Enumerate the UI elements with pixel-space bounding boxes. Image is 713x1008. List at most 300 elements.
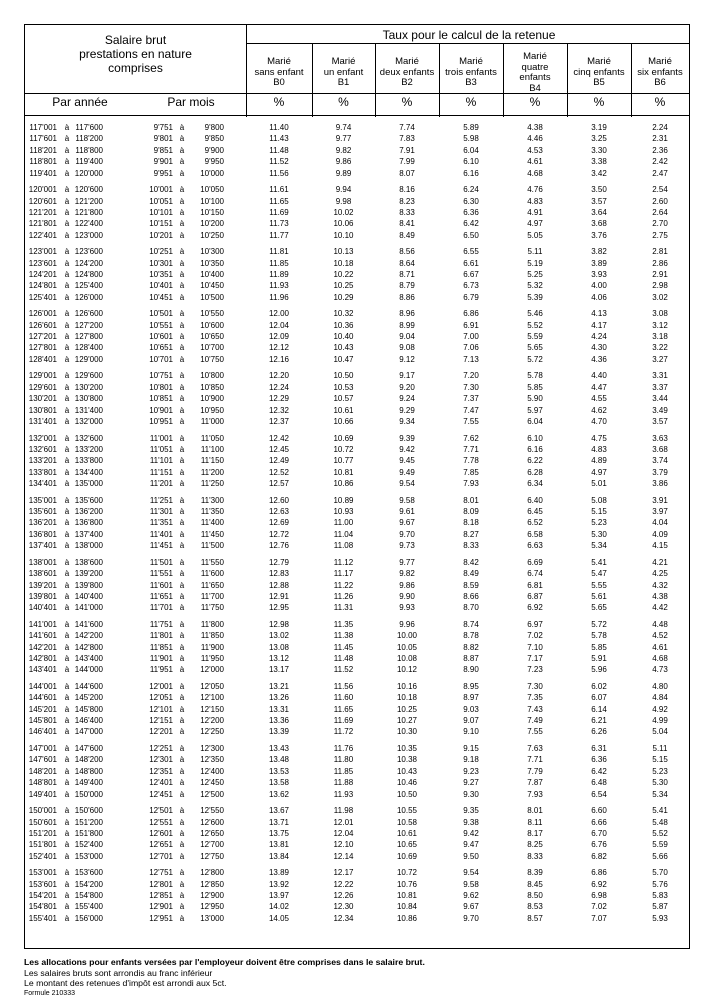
rate-b4: 6.04	[527, 416, 543, 426]
annual-to: 123'000	[74, 230, 103, 240]
rate-b3: 8.59	[463, 580, 479, 590]
monthly-to: 12'850	[200, 879, 224, 889]
range-separator: à	[179, 716, 185, 725]
rate-b5: 3.93	[591, 270, 607, 279]
column-header-line: B3	[465, 77, 477, 89]
monthly-from: 12'301	[149, 755, 173, 765]
monthly-to: 12'350	[200, 755, 224, 765]
rate-b3: 8.87	[463, 653, 479, 663]
range-separator: à	[179, 467, 185, 477]
rate-b5: 6.31	[591, 744, 607, 753]
range-separator: à	[64, 755, 70, 765]
rate-b5: 6.98	[591, 891, 607, 900]
tax-table-frame	[24, 24, 690, 949]
monthly-to: 11'200	[200, 467, 224, 477]
table-row	[25, 354, 689, 365]
monthly-to: 12'650	[200, 828, 224, 838]
monthly-from: 10'951	[149, 416, 173, 426]
rate-b0: 12.49	[268, 456, 290, 466]
monthly-from: 9'951	[153, 168, 173, 178]
monthly-from: 12'401	[149, 778, 173, 788]
rate-b5: 7.02	[591, 902, 607, 912]
rate-b5: 5.61	[591, 591, 607, 601]
rate-b2: 9.77	[399, 557, 415, 567]
table-row	[25, 766, 689, 777]
rate-b0: 13.53	[268, 766, 290, 776]
column-header-line: Marié	[267, 56, 291, 68]
monthly-from: 10'701	[149, 354, 173, 364]
rate-b1: 9.82	[335, 145, 352, 155]
rate-b2: 10.76	[396, 879, 418, 889]
rate-b2: 9.67	[399, 518, 415, 528]
annual-to: 141'600	[74, 619, 103, 629]
monthly-to: 9'850	[204, 134, 224, 144]
rate-b6: 3.12	[652, 320, 668, 330]
rate-b3: 9.10	[463, 727, 479, 737]
rate-b6: 5.52	[652, 828, 668, 838]
monthly-from: 12'201	[149, 727, 173, 737]
rate-b2: 10.65	[396, 840, 418, 850]
monthly-to: 11'750	[200, 603, 224, 613]
monthly-to: 11'850	[200, 631, 224, 641]
rate-b3: 7.55	[463, 416, 479, 426]
rate-b1: 9.98	[335, 196, 352, 206]
rate-b2: 10.50	[396, 789, 418, 799]
rate-b6: 5.41	[652, 806, 668, 816]
table-row	[25, 630, 689, 641]
rate-b3: 8.66	[463, 591, 479, 601]
monthly-to: 11'450	[200, 529, 224, 539]
annual-from: 145'201	[28, 704, 57, 714]
annual-to: 154'800	[74, 891, 103, 900]
rate-b6: 3.74	[652, 456, 668, 466]
range-separator: à	[64, 868, 70, 878]
rate-b3: 9.35	[463, 806, 479, 816]
rate-b5: 6.92	[591, 879, 607, 889]
monthly-to: 10'850	[200, 382, 224, 392]
monthly-from: 12'651	[149, 840, 173, 850]
range-separator: à	[179, 557, 185, 567]
column-header-line: B5	[593, 77, 605, 89]
rate-b6: 3.44	[652, 394, 668, 404]
table-row	[25, 653, 689, 664]
column-header-line: Marié	[648, 56, 672, 68]
rate-b6: 5.48	[652, 817, 668, 827]
rate-b4: 8.17	[527, 828, 543, 838]
rate-b5: 6.60	[591, 806, 607, 816]
rate-b3: 7.47	[463, 405, 479, 415]
salary-header	[25, 33, 246, 75]
range-separator: à	[179, 145, 185, 155]
column-header-line: sans enfant	[254, 66, 304, 78]
rate-b0: 13.02	[268, 631, 290, 641]
rate-b0: 13.43	[268, 744, 290, 753]
range-separator: à	[179, 642, 185, 652]
rate-b1: 12.10	[333, 840, 354, 850]
rate-b3: 6.42	[463, 219, 479, 229]
annual-to: 136'200	[74, 507, 103, 516]
rate-b1: 10.29	[333, 292, 354, 302]
rate-b5: 6.86	[591, 868, 607, 878]
range-separator: à	[179, 382, 185, 392]
rate-b2: 9.61	[399, 507, 415, 516]
range-separator: à	[179, 168, 185, 178]
footer-note-allowances: Les allocations pour enfants versées par l'employeur doivent être comprises dans le salaire brut.	[24, 957, 425, 967]
annual-from: 131'401	[28, 416, 57, 426]
rate-b5: 5.30	[591, 529, 607, 539]
rate-b1: 9.86	[335, 157, 352, 167]
rate-b3: 6.86	[463, 309, 479, 319]
rate-b1: 11.26	[333, 591, 354, 601]
rate-b5: 4.70	[591, 416, 607, 426]
monthly-to: 11'700	[200, 591, 224, 601]
rate-b3: 7.71	[463, 444, 479, 454]
table-row	[25, 455, 689, 466]
rate-b4: 6.28	[527, 467, 543, 477]
monthly-to: 12'450	[200, 778, 224, 788]
rate-b1: 11.22	[333, 580, 354, 590]
rate-b1: 12.04	[333, 828, 354, 838]
annual-to: 141'000	[74, 603, 103, 613]
annual-from: 123'601	[28, 258, 57, 268]
rate-b3: 9.23	[463, 766, 479, 776]
table-row	[25, 704, 689, 715]
range-separator: à	[64, 185, 70, 195]
annual-from: 124'201	[28, 270, 57, 279]
range-separator: à	[179, 766, 185, 776]
monthly-from: 10'851	[149, 394, 173, 404]
monthly-from: 12'151	[149, 716, 173, 725]
range-separator: à	[179, 507, 185, 516]
rate-b0: 12.24	[268, 382, 290, 392]
rate-b3: 6.73	[463, 281, 479, 291]
range-separator: à	[179, 817, 185, 827]
annual-to: 132'000	[74, 416, 103, 426]
monthly-from: 12'001	[149, 681, 173, 691]
table-row	[25, 851, 689, 862]
rate-b6: 2.86	[652, 258, 668, 268]
table-row	[25, 370, 689, 381]
monthly-from: 10'201	[149, 230, 173, 240]
rate-b2: 10.30	[396, 727, 418, 737]
rate-b1: 10.50	[333, 371, 354, 381]
rate-b2: 9.20	[399, 382, 415, 392]
monthly-from: 12'701	[149, 851, 173, 861]
table-row	[25, 207, 689, 218]
rate-b6: 4.25	[652, 569, 668, 579]
range-separator: à	[179, 580, 185, 590]
range-separator: à	[179, 270, 185, 279]
rate-b4: 4.68	[527, 168, 543, 178]
rate-b6: 3.18	[652, 332, 668, 342]
range-separator: à	[179, 681, 185, 691]
range-separator: à	[64, 541, 70, 551]
rate-b1: 10.36	[333, 320, 354, 330]
rate-b2: 8.41	[399, 219, 415, 229]
monthly-to: 12'500	[200, 789, 224, 799]
range-separator: à	[64, 270, 70, 279]
annual-from: 126'001	[28, 309, 57, 319]
rate-b1: 10.40	[333, 332, 354, 342]
rate-b1: 10.57	[333, 394, 354, 404]
rate-b2: 10.00	[396, 631, 418, 641]
monthly-to: 11'900	[200, 642, 224, 652]
rate-b3: 9.47	[463, 840, 479, 850]
annual-from: 132'601	[28, 444, 57, 454]
rate-b4: 8.39	[527, 868, 543, 878]
range-separator: à	[179, 134, 185, 144]
range-separator: à	[64, 196, 70, 206]
rate-b6: 4.73	[652, 665, 668, 675]
monthly-from: 10'551	[149, 320, 173, 330]
rate-b4: 8.50	[527, 891, 543, 900]
rate-b1: 11.65	[333, 704, 354, 714]
rate-b0: 13.31	[268, 704, 290, 714]
range-separator: à	[64, 394, 70, 404]
rate-b0: 13.12	[268, 653, 290, 663]
annual-from: 150'601	[28, 817, 57, 827]
header-divider	[25, 115, 689, 116]
rate-b6: 2.36	[652, 145, 668, 155]
rate-b4: 6.74	[527, 569, 543, 579]
rate-b6: 2.24	[652, 123, 668, 132]
monthly-to: 9'900	[204, 145, 224, 155]
table-row	[25, 619, 689, 630]
rate-b5: 4.75	[591, 433, 607, 443]
range-separator: à	[64, 766, 70, 776]
rate-b4: 7.63	[527, 744, 543, 753]
rate-b2: 9.12	[399, 354, 415, 364]
table-row	[25, 478, 689, 489]
rate-b6: 5.93	[652, 913, 668, 923]
annual-to: 145'200	[74, 693, 103, 703]
rate-b6: 5.30	[652, 778, 668, 788]
rate-b2: 9.58	[399, 495, 415, 505]
monthly-to: 12'600	[200, 817, 224, 827]
rate-b5: 6.21	[591, 716, 607, 725]
rate-b6: 4.99	[652, 716, 668, 725]
table-row	[25, 308, 689, 319]
annual-from: 127'801	[28, 343, 57, 353]
annual-to: 126'600	[74, 309, 103, 319]
annual-to: 151'200	[74, 817, 103, 827]
rate-b5: 3.30	[591, 145, 607, 155]
range-separator: à	[179, 196, 185, 206]
rate-b2: 9.90	[399, 591, 415, 601]
table-row	[25, 913, 689, 924]
table-row	[25, 642, 689, 653]
rate-b5: 3.57	[591, 196, 607, 206]
rate-b4: 5.19	[527, 258, 543, 268]
rate-b4: 7.79	[527, 766, 543, 776]
monthly-to: 9'800	[204, 123, 224, 132]
monthly-from: 9'751	[153, 123, 173, 132]
rate-b2: 9.73	[399, 541, 415, 551]
rate-b4: 4.91	[527, 207, 543, 217]
rate-b0: 12.52	[268, 467, 290, 477]
range-separator: à	[179, 185, 185, 195]
rate-b4: 8.45	[527, 879, 543, 889]
annual-from: 151'201	[28, 828, 57, 838]
rate-b2: 9.49	[399, 467, 415, 477]
monthly-from: 11'201	[149, 479, 173, 488]
range-separator: à	[64, 569, 70, 579]
rate-b0: 12.29	[268, 394, 290, 404]
rate-b4: 7.71	[527, 755, 543, 765]
annual-from: 130'201	[28, 394, 57, 404]
rate-b3: 9.54	[463, 868, 479, 878]
column-header-line: Marié	[587, 56, 611, 68]
annual-from: 138'601	[28, 569, 57, 579]
range-separator: à	[64, 716, 70, 725]
rate-b4: 5.97	[527, 405, 543, 415]
rate-b5: 6.48	[591, 778, 607, 788]
rate-b3: 6.79	[463, 292, 479, 302]
rate-b5: 3.76	[591, 230, 607, 240]
rate-b1: 10.77	[333, 456, 354, 466]
annual-to: 139'200	[74, 569, 103, 579]
annual-to: 124'200	[74, 258, 103, 268]
annual-to: 118'800	[75, 145, 103, 155]
column-header-b5	[567, 47, 631, 99]
range-separator: à	[64, 456, 70, 466]
monthly-to: 11'950	[200, 653, 224, 663]
rate-b5: 6.70	[591, 828, 607, 838]
rate-b5: 5.78	[591, 631, 607, 641]
rate-b3: 6.61	[463, 258, 479, 268]
rate-b2: 10.55	[396, 806, 418, 816]
table-row	[25, 715, 689, 726]
range-separator: à	[64, 219, 70, 229]
rate-b6: 5.70	[652, 868, 668, 878]
rate-b4: 6.63	[527, 541, 543, 551]
rate-b3: 6.16	[463, 168, 479, 178]
annual-to: 129'000	[74, 354, 103, 364]
rate-b0: 12.42	[268, 433, 290, 443]
annual-to: 134'400	[74, 467, 103, 477]
annual-from: 129'001	[28, 371, 57, 381]
rate-b1: 11.80	[333, 755, 354, 765]
range-separator: à	[64, 744, 70, 753]
table-row	[25, 156, 689, 167]
rate-b2: 8.79	[399, 281, 415, 291]
monthly-to: 10'950	[200, 405, 224, 415]
table-row	[25, 218, 689, 229]
rate-b4: 6.92	[527, 603, 543, 613]
rate-b6: 3.02	[652, 292, 668, 302]
monthly-to: 10'200	[200, 219, 224, 229]
range-separator: à	[179, 343, 185, 353]
rate-b6: 3.79	[652, 467, 668, 477]
rate-b6: 3.63	[652, 433, 668, 443]
rate-b2: 8.16	[399, 185, 415, 195]
monthly-to: 12'550	[200, 806, 224, 816]
rate-b5: 7.07	[591, 913, 607, 923]
rate-b1: 10.25	[333, 281, 354, 291]
annual-from: 155'401	[28, 913, 57, 923]
annual-from: 124'801	[28, 281, 57, 291]
monthly-from: 12'951	[149, 913, 173, 923]
table-row	[25, 416, 689, 427]
salary-header-line: prestations en nature	[79, 47, 192, 61]
rate-b6: 3.08	[652, 309, 668, 319]
rate-b5: 6.54	[591, 789, 607, 799]
percent-label: %	[654, 95, 666, 109]
annual-from: 126'601	[28, 320, 57, 330]
rate-b4: 4.83	[527, 196, 543, 206]
rate-b4: 8.57	[527, 913, 543, 923]
rate-b0: 13.75	[268, 828, 290, 838]
range-separator: à	[179, 789, 185, 799]
rate-b3: 8.90	[463, 665, 479, 675]
annual-from: 125'401	[28, 292, 57, 302]
monthly-to: 12'750	[200, 851, 224, 861]
annual-from: 154'801	[28, 902, 57, 912]
table-row	[25, 495, 689, 506]
range-separator: à	[64, 631, 70, 641]
annual-from: 133'201	[28, 456, 57, 466]
table-row	[25, 122, 689, 133]
table-row	[25, 726, 689, 737]
table-row	[25, 743, 689, 754]
rate-b0: 12.63	[268, 507, 290, 516]
rate-b2: 10.58	[396, 817, 418, 827]
table-row	[25, 292, 689, 303]
range-separator: à	[64, 281, 70, 291]
range-separator: à	[64, 343, 70, 353]
range-separator: à	[179, 230, 185, 240]
range-separator: à	[64, 913, 70, 923]
range-separator: à	[64, 902, 70, 912]
range-separator: à	[64, 580, 70, 590]
monthly-from: 9'851	[153, 145, 173, 155]
rate-b1: 9.89	[335, 168, 352, 178]
table-row	[25, 269, 689, 280]
rate-b4: 7.02	[527, 631, 543, 641]
annual-to: 130'800	[74, 394, 103, 404]
table-row	[25, 331, 689, 342]
rate-b2: 8.33	[399, 207, 415, 217]
rate-b4: 8.53	[527, 902, 543, 912]
range-separator: à	[64, 653, 70, 663]
rate-b5: 3.38	[591, 157, 607, 167]
range-separator: à	[179, 840, 185, 850]
annual-to: 121'800	[74, 207, 103, 217]
annual-from: 138'001	[28, 557, 57, 567]
range-separator: à	[179, 309, 185, 319]
rate-b2: 10.05	[396, 642, 418, 652]
column-header-line: quatre	[521, 61, 549, 73]
monthly-from: 10'651	[149, 343, 173, 353]
rate-b3: 8.42	[463, 557, 479, 567]
annual-to: 153'000	[74, 851, 103, 861]
rate-b4: 8.25	[527, 840, 543, 850]
rate-b4: 4.38	[527, 123, 543, 132]
annual-to: 137'400	[74, 529, 103, 539]
table-row	[25, 230, 689, 241]
range-separator: à	[64, 207, 70, 217]
range-separator: à	[64, 382, 70, 392]
rate-b0: 11.65	[269, 196, 289, 206]
rate-b0: 11.56	[269, 168, 289, 178]
annual-to: 144'600	[74, 681, 103, 691]
monthly-to: 11'350	[200, 507, 224, 516]
rate-b5: 4.62	[591, 405, 607, 415]
annual-to: 142'200	[74, 631, 103, 641]
range-separator: à	[179, 693, 185, 703]
range-separator: à	[64, 134, 70, 144]
range-separator: à	[179, 354, 185, 364]
